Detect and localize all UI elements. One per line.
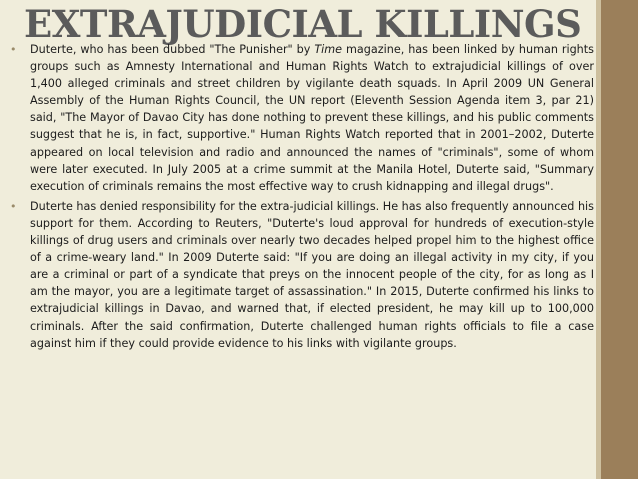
- bullet-text: Duterte has denied responsibility for the extra-judicial killings. He has also frequently announced his support for them. According to Reuters, "Duterte's loud approval for hundreds of execution-style killings of drug users and criminals over nearly two decades helped propel him to the highest office of a crime-weary land." In 2009 Duterte said: "If you are doing an illegal activity in my city, if you are a criminal or part of a syndicate that preys on the innocent people of the city, for as long as I am the mayor, you are a legitimate target of assassination." In 2015, Duterte confirmed his links to extrajudicial killings in Davao, and warned that, if elected president, he may kill up to 100,000 criminals. After the said confirmation, Duterte challenged human rights officials to file a case against him if they could provide evidence to his links with vigilante groups.: [30, 199, 594, 350]
- bullet-item-punisher: [10, 41, 594, 195]
- decorative-side-bar: [601, 0, 638, 479]
- bullet-text-rest: magazine, has been linked by human rights groups such as Amnesty International and Human Rights Watch to extrajudicial killings of over 1,400 alleged criminals and street children by vigilante death squads. In April 2009 UN General Assembly of the Human Rights Council, the UN report (Eleventh Session Agenda item 3, par 21) said, "The Mayor of Davao City has done nothing to prevent these killings, and his public comments suggest that he is, in fact, supportive." Human Rights Watch reported that in 2001–2002, Duterte appeared on local television and radio and announced the names of "criminals", some of whom were later executed. In July 2005 at a crime summit at the Manila Hotel, Duterte said, "Summary execution of criminals remains the most effective way to crush kidnapping and illegal drugs".: [30, 43, 594, 193]
- bullet-text-intro: Duterte, who has been dubbed "The Punisher" by: [30, 43, 315, 56]
- bullet-list: [10, 41, 594, 355]
- bullet-item-denial: [10, 198, 594, 352]
- bullet-icon: •: [10, 199, 17, 213]
- slide-title: EXTRAJUDICIAL KILLINGS: [24, 2, 582, 46]
- magazine-name: Time: [314, 43, 343, 56]
- bullet-icon: •: [10, 43, 17, 56]
